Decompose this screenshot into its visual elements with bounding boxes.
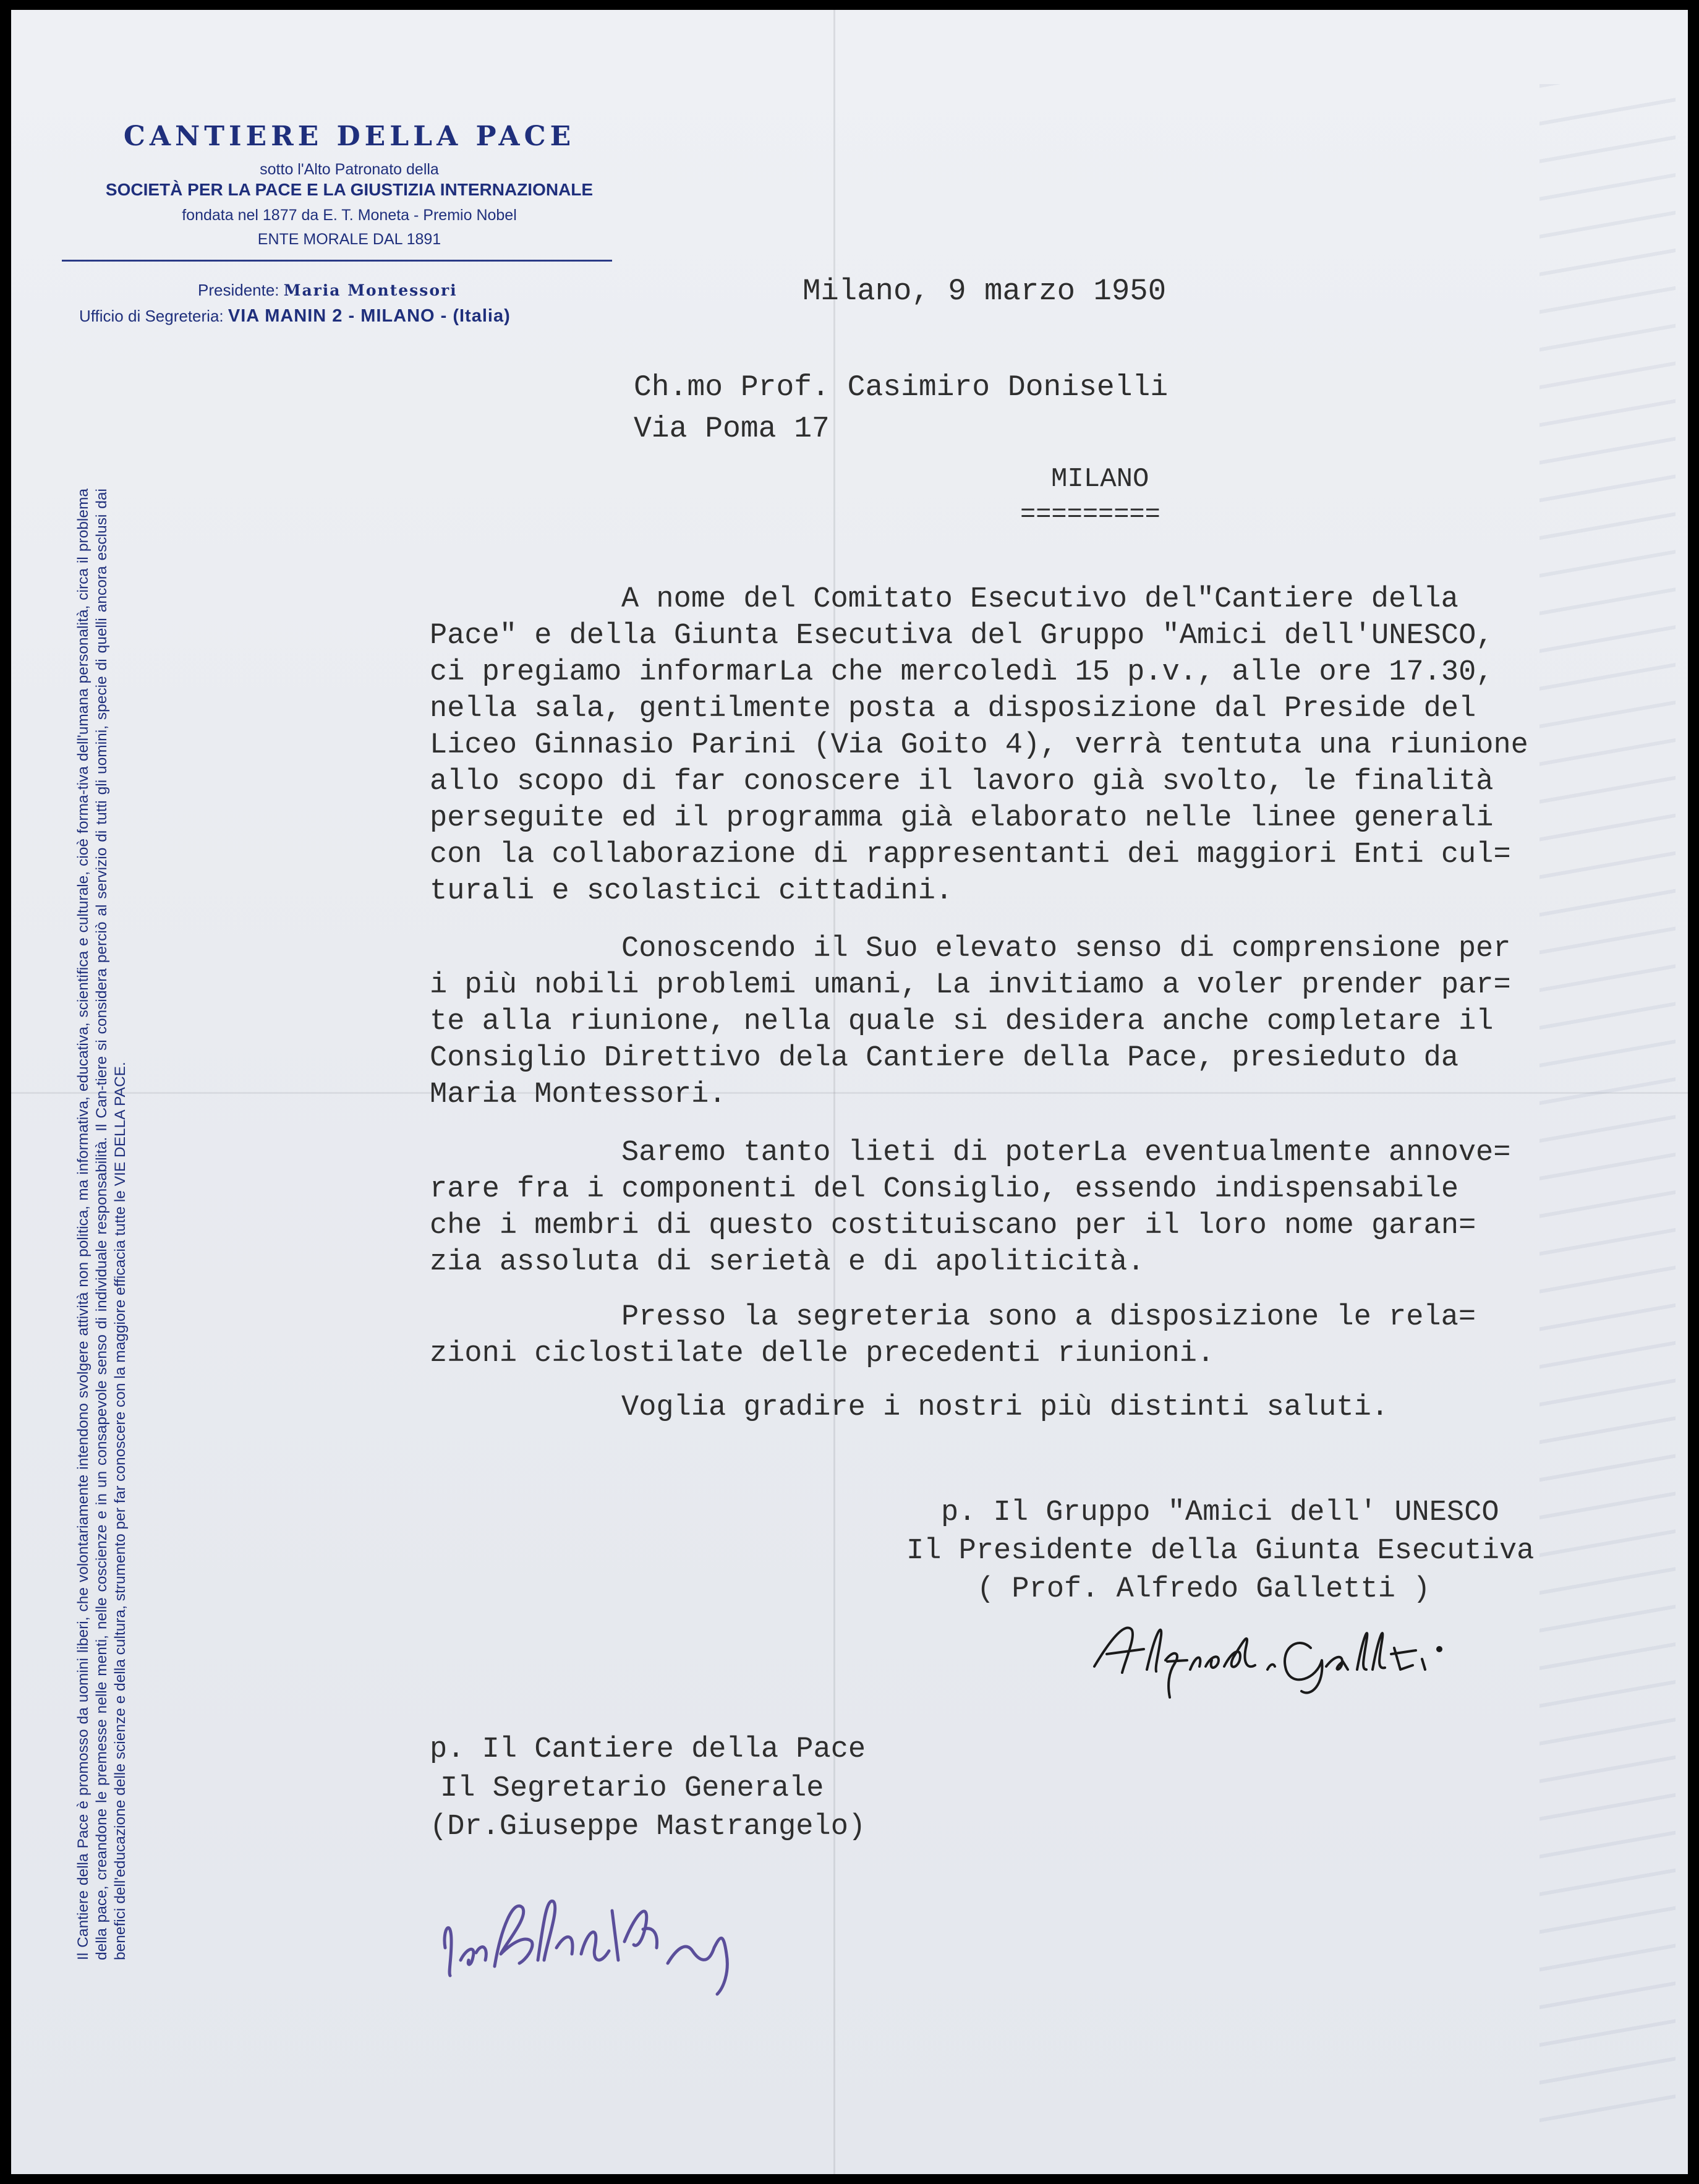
closing-line: Voglia gradire i nostri più distinti saluti. <box>621 1391 1389 1424</box>
president-name: Maria Montessori <box>283 281 458 299</box>
paragraph1-line: Liceo Ginnasio Parini (Via Goito 4), verrà tentuta una riunione <box>430 729 1528 762</box>
paragraph1-line: ci pregiamo informarLa che mercoledì 15 p.v., alle ore 17.30, <box>430 656 1494 689</box>
office-label: Ufficio di Segreteria: <box>79 307 224 325</box>
paragraph1-line: allo scopo di far conoscere il lavoro già svolto, le finalità <box>430 766 1494 798</box>
recipient-city-underline: ========= <box>1020 500 1160 529</box>
horizontal-fold-line <box>11 1092 1688 1094</box>
signature2-line: p. Il Cantiere della Pace <box>430 1733 866 1766</box>
letterhead-president <box>79 281 631 300</box>
signature1-line: Il Presidente della Giunta Esecutiva <box>906 1535 1535 1568</box>
recipient-name: Ch.mo Prof. Casimiro Doniselli <box>634 371 1169 404</box>
paragraph2-line: Consiglio Direttivo dela Cantiere della Pace, presieduto da <box>430 1042 1459 1075</box>
paragraph2-line: Conoscendo il Suo elevato senso di comprensione per <box>621 932 1511 965</box>
letterhead-society: SOCIETÀ PER LA PACE E LA GIUSTIZIA INTERNAZIONALE <box>105 180 594 199</box>
paragraph1-line: turali e scolastici cittadini. <box>430 875 953 908</box>
letter-sheet <box>11 10 1688 2174</box>
paragraph1-line: nella sala, gentilmente posta a disposizione dal Preside del <box>430 693 1476 725</box>
letterhead-status: ENTE MORALE DAL 1891 <box>257 231 441 248</box>
letterhead-patronage: sotto l'Alto Patronato della <box>260 161 439 178</box>
paragraph1-line: A nome del Comitato Esecutivo del"Cantiere della <box>621 583 1458 616</box>
office-address: VIA MANIN 2 - MILANO - (Italia) <box>228 306 511 326</box>
paragraph3-line: Saremo tanto lieti di poterLa eventualmente annove= <box>621 1137 1511 1169</box>
paragraph2-line: Maria Montessori. <box>430 1078 726 1111</box>
president-label: Presidente: <box>198 281 279 299</box>
paragraph4-line: Presso la segreteria sono a disposizione le rela= <box>621 1301 1476 1334</box>
paragraph1-line: Pace" e della Giunta Esecutiva del Gruppo "Amici dell'UNESCO, <box>430 620 1494 652</box>
paragraph2-line: te alla riunione, nella quale si desidera anche completare il <box>430 1005 1494 1038</box>
signature-mastrangelo <box>433 1874 779 1997</box>
signature1-line: ( Prof. Alfredo Galletti ) <box>977 1573 1431 1606</box>
signature-galletti <box>1088 1611 1471 1704</box>
letterhead-founded: fondata nel 1877 da E. T. Moneta - Premio Nobel <box>182 207 517 224</box>
recipient-city: MILANO <box>1051 464 1149 495</box>
signature1-line: p. Il Gruppo "Amici dell' UNESCO <box>941 1496 1499 1529</box>
paragraph2-line: i più nobili problemi umani, La invitiamo a voler prender par= <box>430 969 1511 1002</box>
paragraph3-line: rare fra i componenti del Consiglio, essendo indispensabile <box>430 1173 1459 1206</box>
paragraph3-line: zia assoluta di serietà e di apoliticità. <box>430 1246 1145 1279</box>
letter-date: Milano, 9 marzo 1950 <box>803 274 1167 309</box>
letterhead-org-name: CANTIERE DELLA PACE <box>123 121 576 152</box>
recipient-street: Via Poma 17 <box>634 412 830 446</box>
bleed-through-texture <box>1539 84 1676 2125</box>
signature2-line: Il Segretario Generale <box>440 1772 824 1805</box>
paragraph1-line: con la collaborazione di rappresentanti dei maggiori Enti cul= <box>430 838 1511 871</box>
signature2-line: (Dr.Giuseppe Mastrangelo) <box>430 1811 866 1843</box>
letterhead-office <box>79 306 617 326</box>
sidebar-mission-statement: Il Cantiere della Pace è promosso da uomini liberi, che volontariamente intendono svolgere attività non politica, ma informativa, educativa, scientifica e culturale, cioè forma-tiva dell'umana personalità, circa il problema della pace, creandone le premesse nelle menti, nelle coscienze e in un consapevole senso di individuale responsabilità. Il Can-tiere si considera perciò al servizio di tutti gli uomini, specie di quelli ancora esclusi dai benefici dell'educazione delle scienze e della cultura, strumento per far conoscere con la maggiore efficacia tutte le VIE DELLA PACE. <box>75 488 129 1960</box>
paragraph1-line: perseguite ed il programma già elaborato nelle linee generali <box>430 802 1494 835</box>
paragraph4-line: zioni ciclostilate delle precedenti riunioni. <box>430 1337 1215 1370</box>
letterhead-divider <box>62 260 612 262</box>
paragraph3-line: che i membri di questo costituiscano per il loro nome garan= <box>430 1209 1476 1242</box>
